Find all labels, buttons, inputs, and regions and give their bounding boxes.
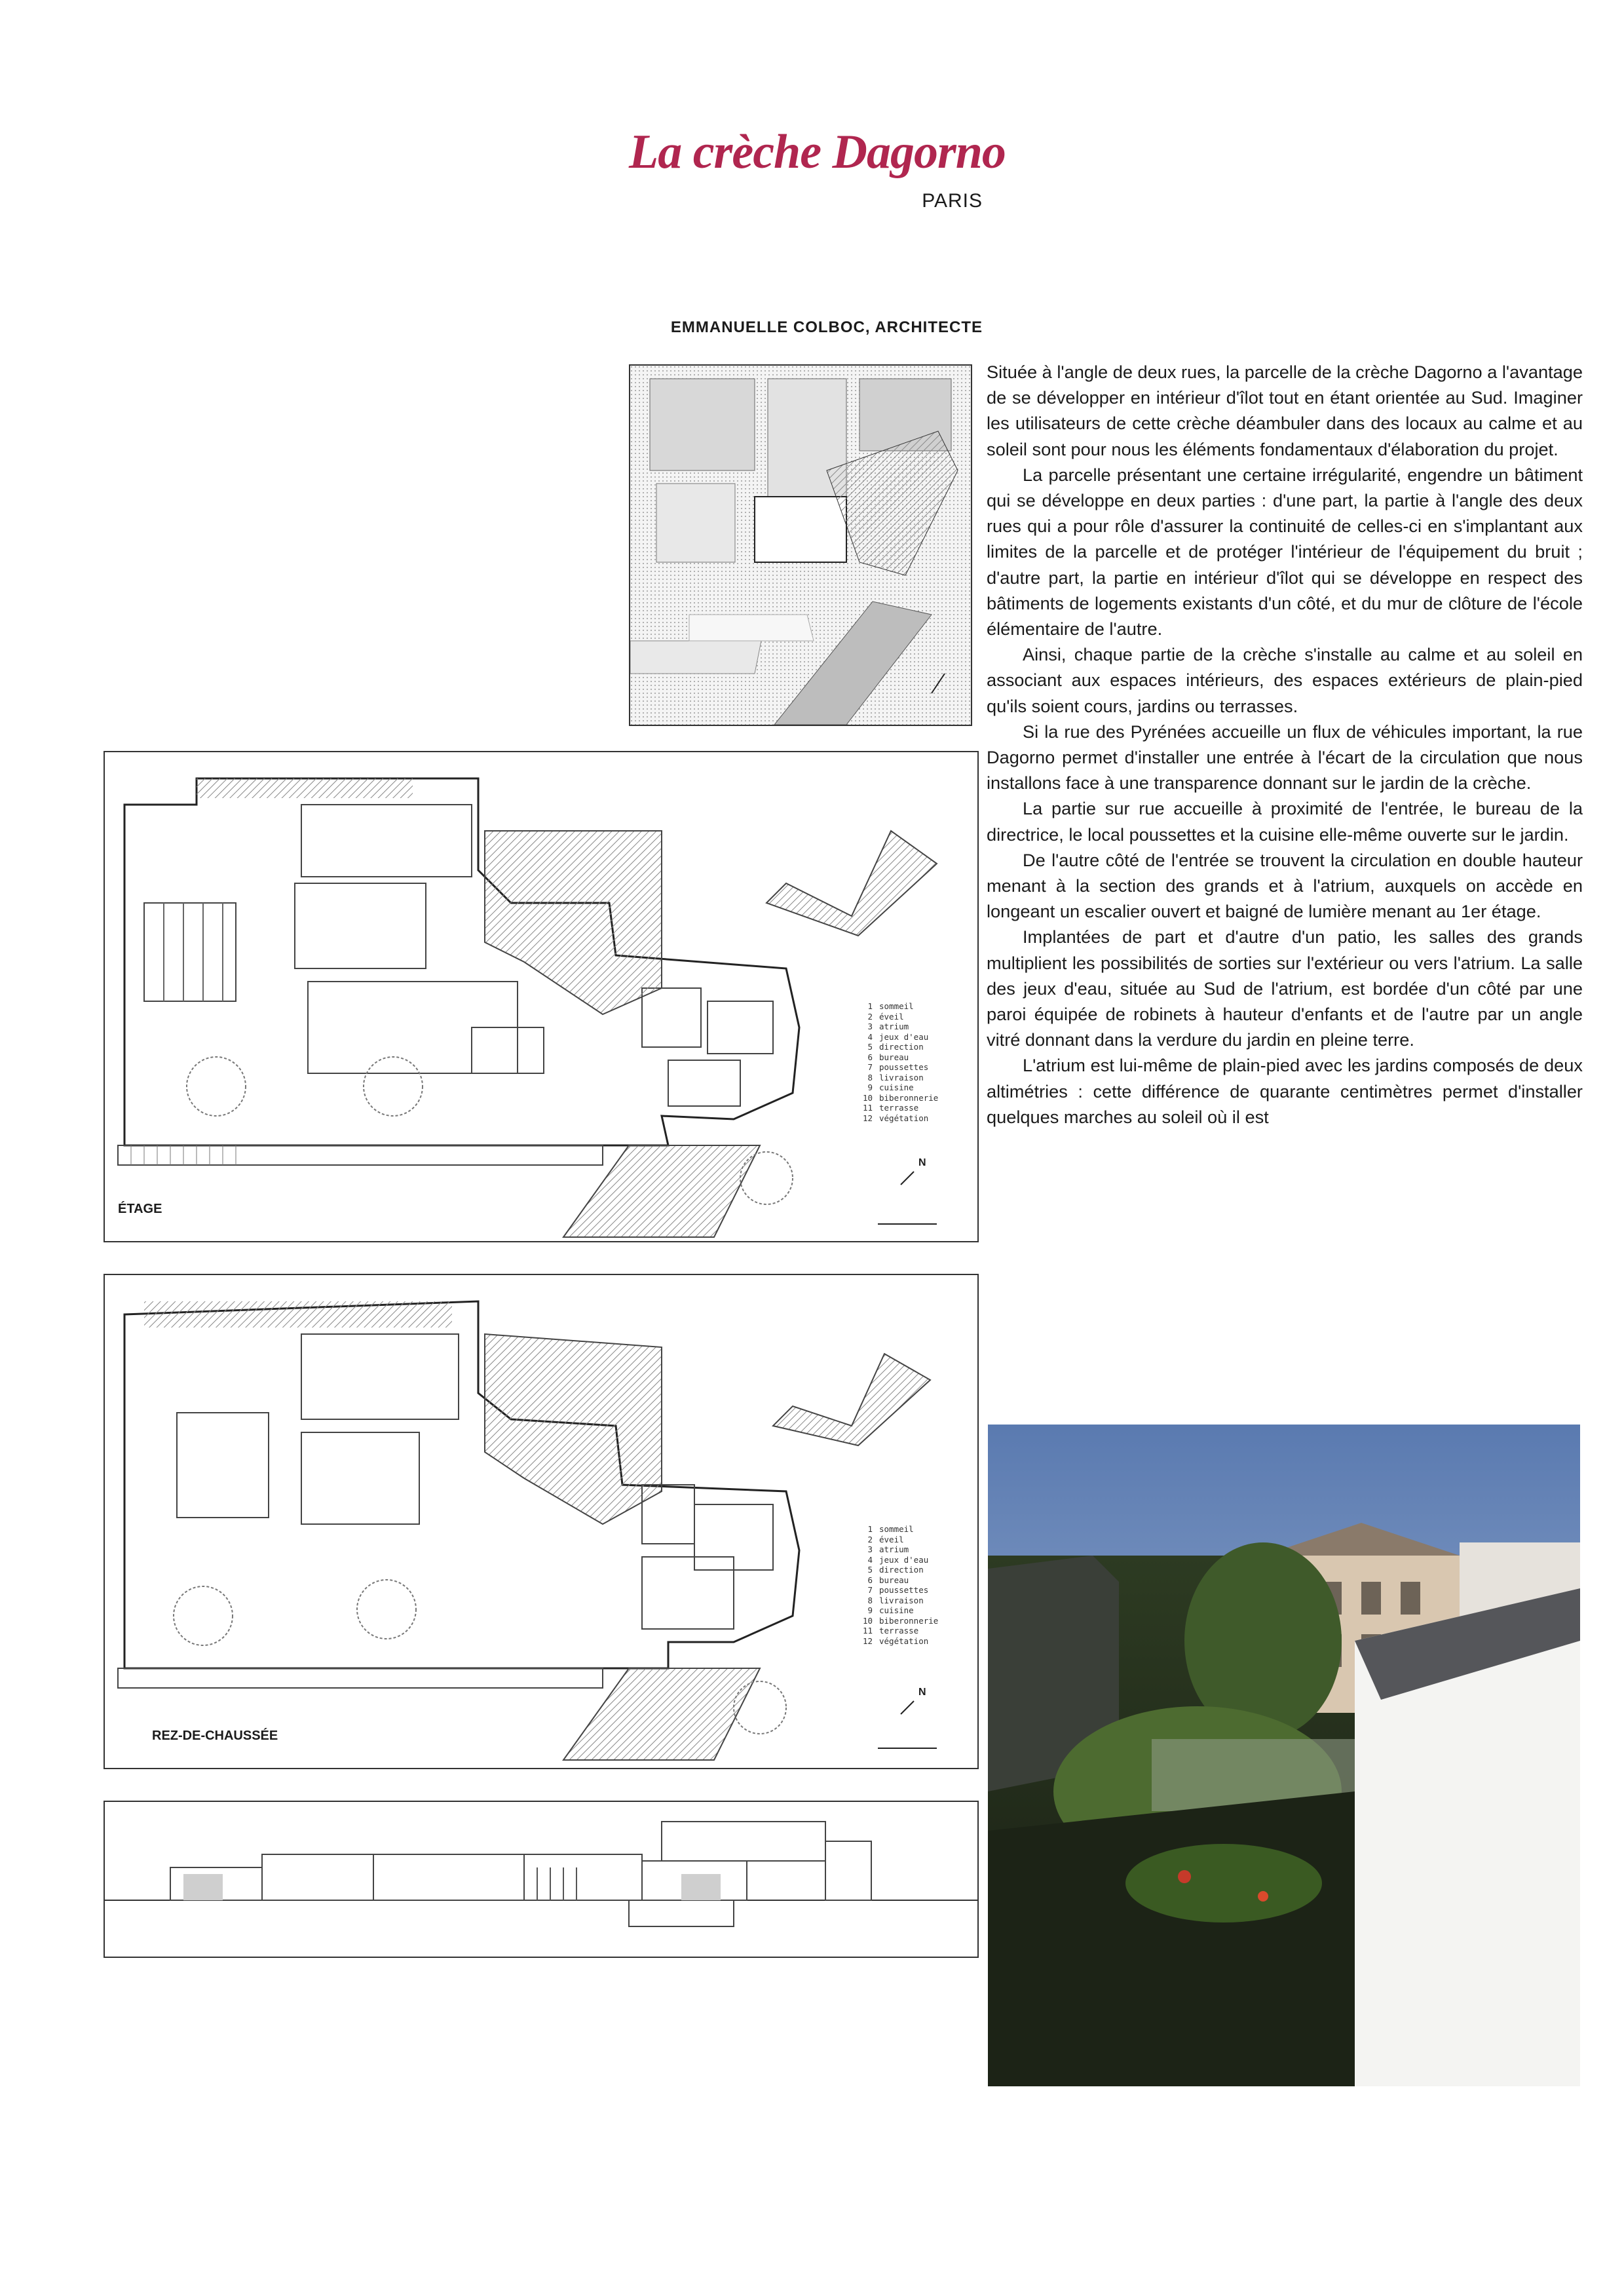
paragraph: De l'autre côté de l'entrée se trouvent la circulation en double hauteur menant à la section des grands et à l'atrium, auxquels on accède en longeant un escalier ouvert et baigné de lumière menant au 1er étage. bbox=[987, 849, 1583, 922]
legend-item: 10 biberonnerie bbox=[862, 1092, 939, 1103]
site-plan bbox=[629, 364, 972, 726]
legend-item: 6 bureau bbox=[867, 1575, 909, 1585]
floor-plan-ground-drawing bbox=[105, 1275, 977, 1768]
floor-label-upper: ÉTAGE bbox=[118, 1202, 162, 1216]
legend-item: 2 éveil bbox=[867, 1011, 904, 1022]
paragraph: La parcelle présentant une certaine irrégularité, engendre un bâtiment qui se développe en deux parties : d'une part, la partie à l'angle des deux rues qui a pour rôle d'assurer la continuité de celles-ci en s'implantant aux limites de la parcelle et de protéger l'intérieur de l'équipement du bruit ; d'autre part, la partie en intérieur d'îlot qui se développe en respect des bâtiments de logements existants d'un côté, et du mur de clôture de l'école élémentaire de l'autre. bbox=[987, 464, 1583, 640]
section-drawing bbox=[104, 1801, 979, 1958]
article-body bbox=[987, 359, 1583, 1130]
legend-item: 7 poussettes bbox=[867, 1585, 929, 1595]
legend-item: 8 livraison bbox=[867, 1072, 924, 1082]
legend-item: 3 atrium bbox=[867, 1544, 909, 1554]
paragraph: Ainsi, chaque partie de la crèche s'installe au calme et au soleil en associant aux espaces intérieurs, des espaces extérieurs de plain-pied qu'ils soient cours, jardins ou terrasses. bbox=[987, 644, 1583, 716]
floor-plan-upper bbox=[104, 751, 979, 1242]
author-credit: EMMANUELLE COLBOC, ARCHITECTE bbox=[670, 318, 983, 336]
floor-plan-ground bbox=[104, 1274, 979, 1769]
legend-item: 11 terrasse bbox=[862, 1626, 919, 1636]
legend-item: 2 éveil bbox=[867, 1534, 904, 1544]
paragraph: La partie sur rue accueille à proximité de l'entrée, le bureau de la directrice, le local poussettes et la cuisine elle-même ouverte sur le jardin. bbox=[987, 798, 1583, 845]
city-label: PARIS bbox=[922, 190, 983, 212]
legend-item: 7 poussettes bbox=[867, 1062, 929, 1072]
site-plan-drawing bbox=[630, 366, 971, 725]
courtyard-photo bbox=[988, 1425, 1580, 2086]
legend-item: 12 végétation bbox=[862, 1636, 929, 1646]
legend-item: 9 cuisine bbox=[867, 1082, 914, 1092]
legend-ground bbox=[858, 1524, 938, 1646]
legend-item: 10 biberonnerie bbox=[862, 1615, 939, 1626]
north-label-upper: N bbox=[918, 1157, 926, 1168]
page-title: La crèche Dagorno bbox=[629, 125, 1006, 179]
legend-item: 5 direction bbox=[867, 1042, 924, 1052]
legend-item: 6 bureau bbox=[867, 1052, 909, 1062]
legend-item: 12 végétation bbox=[862, 1113, 929, 1123]
legend-item: 4 jeux d'eau bbox=[867, 1031, 929, 1042]
paragraph: L'atrium est lui-même de plain-pied avec les jardins composés de deux altimétries : cette différence de quarante centimètres permet d'installer quelques marches au soleil où il est bbox=[987, 1055, 1583, 1127]
legend-item: 5 direction bbox=[867, 1565, 924, 1575]
courtyard-photo-illustration bbox=[988, 1425, 1580, 2086]
legend-item: 11 terrasse bbox=[862, 1103, 919, 1113]
legend-item: 9 cuisine bbox=[867, 1605, 914, 1615]
paragraph: Si la rue des Pyrénées accueille un flux de véhicules important, la rue Dagorno permet d'installer une entrée à l'écart de la circulation que nous installons face à une transparence donnant sur le jardin de la crèche. bbox=[987, 721, 1583, 794]
floor-label-ground: REZ-DE-CHAUSSÉE bbox=[152, 1729, 278, 1743]
legend-item: 3 atrium bbox=[867, 1022, 909, 1031]
legend-item: 4 jeux d'eau bbox=[867, 1554, 929, 1565]
floor-plan-upper-drawing bbox=[105, 752, 977, 1241]
legend-item: 1 sommeil bbox=[867, 1001, 914, 1011]
section-drawing-svg bbox=[105, 1802, 977, 1957]
paragraph: Située à l'angle de deux rues, la parcelle de la crèche Dagorno a l'avantage de se développer en intérieur d'îlot tout en étant orientée au Sud. Imaginer les utilisateurs de cette crèche déambuler dans des locaux au calme et au soleil sont pour nous les éléments fondamentaux d'élaboration du projet. bbox=[987, 362, 1583, 459]
legend-upper bbox=[858, 1001, 938, 1123]
legend-item: 8 livraison bbox=[867, 1595, 924, 1605]
legend-item: 1 sommeil bbox=[867, 1524, 914, 1534]
north-label-ground: N bbox=[918, 1687, 926, 1698]
paragraph: Implantées de part et d'autre d'un patio, les salles des grands multiplient les possibilités de sorties sur l'extérieur ou vers l'atrium. La salle des jeux d'eau, située au Sud de l'atrium, est bordée d'un côté par une paroi équipée de robinets à hauteur d'enfants et de l'autre par un angle vitré donnant dans la verdure du jardin en pleine terre. bbox=[987, 927, 1583, 1050]
